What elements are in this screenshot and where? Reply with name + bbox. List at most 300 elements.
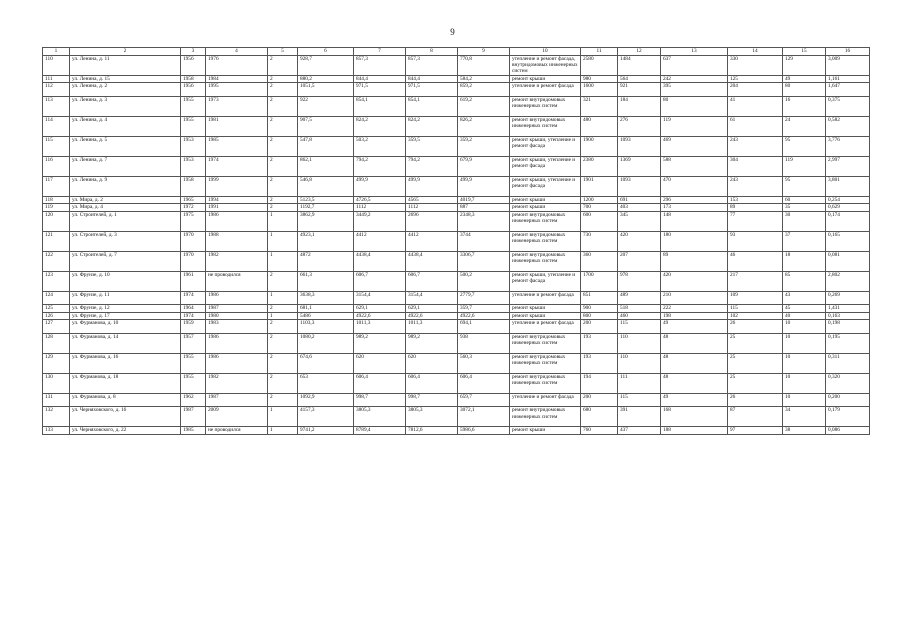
table-cell-col-1: 119	[43, 204, 70, 211]
table-cell-col-6: 880,2	[298, 76, 354, 83]
column-number-cell: 10	[510, 48, 581, 56]
table-cell-col-12: 111	[618, 373, 661, 393]
table-cell-col-14: 102	[728, 312, 783, 319]
table-cell-col-9: 887	[458, 204, 510, 211]
table-cell-col-10: ремонт внутридомовых инженерных систем	[510, 96, 581, 116]
table-cell-col-3: 1957	[181, 333, 206, 353]
table-cell-col-4: 1986	[206, 333, 268, 353]
table-cell-col-15: 37	[783, 231, 826, 251]
table-cell-col-5: 2	[268, 353, 298, 373]
column-number-row	[43, 48, 870, 56]
column-number-cell: 2	[70, 48, 181, 56]
table-cell-col-16: 1,161	[826, 76, 870, 83]
table-cell-col-8: 844,4	[406, 76, 458, 83]
table-cell-col-9: 3306,7	[458, 251, 510, 271]
table-cell-col-6: 907,5	[298, 116, 354, 136]
table-cell-col-3: 1958	[181, 76, 206, 83]
table-cell-col-9: 694,1	[458, 320, 510, 334]
table-cell-col-16: 0,174	[826, 211, 870, 231]
table-cell-col-1: 122	[43, 251, 70, 271]
table-cell-col-1: 132	[43, 407, 70, 427]
table-cell-col-1: 124	[43, 291, 70, 305]
table-cell-col-13: 49	[661, 393, 728, 407]
table-cell-col-11: 760	[581, 427, 618, 434]
table-cell-col-12: 115	[618, 320, 661, 334]
table-cell-col-13: 210	[661, 291, 728, 305]
table-cell-col-12: 691	[618, 196, 661, 203]
table-cell-col-3: 1956	[181, 83, 206, 97]
table-cell-col-2: ул. Фрунзе, д. 10	[70, 271, 181, 291]
table-cell-col-11: 194	[581, 373, 618, 393]
table-cell-col-3: 1974	[181, 291, 206, 305]
table-cell-col-3: 1962	[181, 393, 206, 407]
table-cell-col-5: 2	[268, 305, 298, 312]
table-cell-col-3: 1953	[181, 156, 206, 176]
table-cell-col-1: 117	[43, 176, 70, 196]
table-cell-col-12: 420	[618, 231, 661, 251]
table-cell-col-3: 1953	[181, 136, 206, 156]
table-cell-col-12: 345	[618, 211, 661, 231]
table-cell-col-3: 1974	[181, 312, 206, 319]
table-cell-col-4: 1987	[206, 393, 268, 407]
table-cell-col-4: 1981	[206, 116, 268, 136]
table-cell-col-4: 1988	[206, 231, 268, 251]
table-cell-col-2: ул. Ленина, д. 11	[70, 56, 181, 76]
table-row	[43, 176, 870, 196]
table-cell-col-12: 1093	[618, 176, 661, 196]
table-cell-col-15: 16	[783, 96, 826, 116]
table-cell-col-5: 1	[268, 251, 298, 271]
table-cell-col-14: 115	[728, 305, 783, 312]
table-cell-col-7: 499,9	[354, 176, 406, 196]
table-cell-col-3: 1956	[181, 56, 206, 76]
table-cell-col-16: 0,582	[826, 116, 870, 136]
table-cell-col-4: 1976	[206, 56, 268, 76]
table-cell-col-7: 4726,5	[354, 196, 406, 203]
table-cell-col-13: 80	[661, 96, 728, 116]
table-cell-col-2: ул. Ленина, д. 4	[70, 116, 181, 136]
table-cell-col-11: 1700	[581, 271, 618, 291]
table-cell-col-11: 2380	[581, 156, 618, 176]
table-cell-col-14: 25	[728, 373, 783, 393]
table-cell-col-1: 121	[43, 231, 70, 251]
table-cell-col-6: 862,1	[298, 156, 354, 176]
table-cell-col-6: 5486	[298, 312, 354, 319]
table-cell-col-13: 180	[661, 231, 728, 251]
table-cell-col-15: 85	[783, 271, 826, 291]
table-cell-col-14: 87	[728, 407, 783, 427]
table-cell-col-7: 8789,4	[354, 427, 406, 434]
table-cell-col-11: 700	[581, 204, 618, 211]
table-cell-col-6: 1080,2	[298, 333, 354, 353]
table-cell-col-16: 0,320	[826, 373, 870, 393]
table-cell-col-12: 207	[618, 251, 661, 271]
table-cell-col-2: ул. Черняховского, д. 16	[70, 407, 181, 427]
table-cell-col-14: 97	[728, 427, 783, 434]
table-cell-col-5: 1	[268, 211, 298, 231]
table-cell-col-8: 606,7	[406, 271, 458, 291]
table-cell-col-5: 2	[268, 393, 298, 407]
column-number-cell: 9	[458, 48, 510, 56]
table-cell-col-2: ул. Ленина, д. 9	[70, 176, 181, 196]
table-cell-col-10: ремонт крыши	[510, 196, 581, 203]
table-cell-col-2: ул. Черняховского, д. 22	[70, 427, 181, 434]
table-cell-col-10: утепление и ремонт фасада, внутридомовых инженерных систем	[510, 56, 581, 76]
table-cell-col-9: 500,2	[458, 271, 510, 291]
table-cell-col-15: 24	[783, 116, 826, 136]
table-cell-col-7: 606,4	[354, 373, 406, 393]
table-cell-col-11: 800	[581, 312, 618, 319]
table-cell-col-3: 1958	[181, 176, 206, 196]
table-cell-col-14: 41	[728, 96, 783, 116]
table-cell-col-6: 1092,9	[298, 393, 354, 407]
table-cell-col-9: 619,2	[458, 96, 510, 116]
table-row	[43, 196, 870, 203]
table-cell-col-14: 46	[728, 251, 783, 271]
table-cell-col-9: 3744	[458, 231, 510, 251]
table-cell-col-4: 1980	[206, 312, 268, 319]
column-number-cell: 13	[661, 48, 728, 56]
table-cell-col-3: 1955	[181, 373, 206, 393]
table-cell-col-1: 110	[43, 56, 70, 76]
table-cell-col-13: 395	[661, 83, 728, 97]
column-number-cell: 7	[354, 48, 406, 56]
table-cell-col-10: ремонт крыши	[510, 305, 581, 312]
table-cell-col-13: 470	[661, 176, 728, 196]
table-cell-col-5: 1	[268, 312, 298, 319]
table-cell-col-12: 921	[618, 83, 661, 97]
table-cell-col-3: 1975	[181, 211, 206, 231]
table-cell-col-8: 3154,4	[406, 291, 458, 305]
table-cell-col-2: ул. Мира, д. 2	[70, 196, 181, 203]
table-cell-col-2: ул. Фурманова, д. 14	[70, 333, 181, 353]
table-cell-col-5: 1	[268, 407, 298, 427]
table-cell-col-15: 38	[783, 427, 826, 434]
table-cell-col-10: ремонт внутридомовых инженерных систем	[510, 211, 581, 231]
table-cell-col-9: 826,2	[458, 116, 510, 136]
table-cell-col-5: 2	[268, 271, 298, 291]
table-cell-col-13: 48	[661, 373, 728, 393]
table-cell-col-11: 600	[581, 211, 618, 231]
table-cell-col-13: 296	[661, 196, 728, 203]
table-cell-col-4: 1982	[206, 373, 268, 393]
table-cell-col-15: 43	[783, 291, 826, 305]
table-cell-col-3: 1970	[181, 251, 206, 271]
table-cell-col-8: 857,3	[406, 56, 458, 76]
table-row	[43, 211, 870, 231]
table-row	[43, 231, 870, 251]
table-cell-col-13: 89	[661, 251, 728, 271]
table-cell-col-4: 1984	[206, 76, 268, 83]
table-cell-col-11: 680	[581, 407, 618, 427]
table-cell-col-14: 153	[728, 196, 783, 203]
table-cell-col-15: 10	[783, 373, 826, 393]
table-cell-col-9: 560,3	[458, 353, 510, 373]
column-number-cell: 15	[783, 48, 826, 56]
table-cell-col-2: ул. Ленина, д. 7	[70, 156, 181, 176]
table-cell-col-16: 3,009	[826, 56, 870, 76]
table-row	[43, 427, 870, 434]
table-cell-col-1: 114	[43, 116, 70, 136]
table-cell-col-15: 95	[783, 136, 826, 156]
table-cell-col-11: 1901	[581, 176, 618, 196]
table-cell-col-5: 2	[268, 176, 298, 196]
table-cell-col-8: 4438,4	[406, 251, 458, 271]
table-cell-col-1: 131	[43, 393, 70, 407]
table-cell-col-8: 989,2	[406, 333, 458, 353]
table-cell-col-7: 3449,2	[354, 211, 406, 231]
table-cell-col-16: 0,081	[826, 251, 870, 271]
table-cell-col-10: ремонт крыши	[510, 204, 581, 211]
table-cell-col-12: 489	[618, 291, 661, 305]
table-cell-col-2: ул. Фурманова, д. 8	[70, 393, 181, 407]
table-cell-col-1: 130	[43, 373, 70, 393]
table-cell-col-1: 120	[43, 211, 70, 231]
table-cell-col-7: 4438,4	[354, 251, 406, 271]
table-cell-col-2: ул. Фурманова, д. 16	[70, 353, 181, 373]
table-cell-col-4: 1999	[206, 176, 268, 196]
table-cell-col-4: 1991	[206, 204, 268, 211]
table-cell-col-13: 48	[661, 353, 728, 373]
table-cell-col-16: 0,629	[826, 204, 870, 211]
table-cell-col-14: 243	[728, 176, 783, 196]
table-cell-col-16: 0,254	[826, 196, 870, 203]
table-cell-col-8: 3805,3	[406, 407, 458, 427]
table-cell-col-15: 40	[783, 312, 826, 319]
table-cell-col-10: ремонт крыши	[510, 312, 581, 319]
table-cell-col-6: 9741,2	[298, 427, 354, 434]
table-cell-col-2: ул. Ленина, д. 2	[70, 83, 181, 97]
table-cell-col-8: 4922,6	[406, 312, 458, 319]
table-cell-col-9: 499,9	[458, 176, 510, 196]
table-cell-col-12: 403	[618, 204, 661, 211]
column-number-cell: 3	[181, 48, 206, 56]
table-cell-col-7: 989,2	[354, 333, 406, 353]
table-cell-col-6: 653	[298, 373, 354, 393]
table-cell-col-3: 1987	[181, 407, 206, 427]
table-cell-col-6: 3638,3	[298, 291, 354, 305]
table-cell-col-8: 2696	[406, 211, 458, 231]
table-row	[43, 291, 870, 305]
table-row	[43, 407, 870, 427]
table-cell-col-8: 629,1	[406, 305, 458, 312]
table-cell-col-12: 184	[618, 96, 661, 116]
table-cell-col-14: 25	[728, 333, 783, 353]
table-cell-col-14: 77	[728, 211, 783, 231]
table-cell-col-1: 125	[43, 305, 70, 312]
table-row	[43, 305, 870, 312]
table-cell-col-15: 10	[783, 333, 826, 353]
table-cell-col-5: 2	[268, 116, 298, 136]
table-cell-col-14: 217	[728, 271, 783, 291]
table-cell-col-12: 110	[618, 333, 661, 353]
table-cell-col-16: 0,163	[826, 312, 870, 319]
table-cell-col-3: 1985	[181, 427, 206, 434]
table-cell-col-8: 4412	[406, 231, 458, 251]
table-cell-col-10: ремонт внутридомовых инженерных систем	[510, 231, 581, 251]
table-cell-col-5: 2	[268, 196, 298, 203]
table-cell-col-16: 0,165	[826, 231, 870, 251]
table-cell-col-7: 824,2	[354, 116, 406, 136]
table-row	[43, 83, 870, 97]
table-cell-col-6: 661,3	[298, 271, 354, 291]
table-cell-col-15: 45	[783, 305, 826, 312]
table-cell-col-5: 1	[268, 291, 298, 305]
table-cell-col-10: утепление и ремонт фасада	[510, 83, 581, 97]
table-cell-col-10: ремонт внутридомовых инженерных систем	[510, 353, 581, 373]
table-cell-col-6: 1103,3	[298, 320, 354, 334]
table-cell-col-2: ул. Строителей, д. 1	[70, 211, 181, 231]
table-cell-col-10: ремонт крыши	[510, 76, 581, 83]
table-cell-col-12: 110	[618, 353, 661, 373]
column-number-cell: 16	[826, 48, 870, 56]
table-cell-col-16: 0,200	[826, 393, 870, 407]
table-cell-col-1: 133	[43, 427, 70, 434]
table-cell-col-3: 1972	[181, 204, 206, 211]
table-cell-col-3: 1955	[181, 96, 206, 116]
table-cell-col-12: 391	[618, 407, 661, 427]
table-cell-col-10: утепление и ремонт фасада	[510, 291, 581, 305]
table-cell-col-10: ремонт крыши	[510, 427, 581, 434]
table-cell-col-14: 243	[728, 136, 783, 156]
table-cell-col-9: 359,7	[458, 305, 510, 312]
table-cell-col-4: не проводился	[206, 271, 268, 291]
table-row	[43, 116, 870, 136]
table-cell-col-1: 112	[43, 83, 70, 97]
table-cell-col-9: 938	[458, 333, 510, 353]
table-cell-col-8: 499,9	[406, 176, 458, 196]
table-cell-col-7: 629,1	[354, 305, 406, 312]
table-cell-col-10: утепление и ремонт фасада	[510, 320, 581, 334]
table-cell-col-15: 80	[783, 83, 826, 97]
table-cell-col-6: 4923,1	[298, 231, 354, 251]
table-cell-col-2: ул. Мира, д. 4	[70, 204, 181, 211]
table-cell-col-1: 129	[43, 353, 70, 373]
table-cell-col-4: 1986	[206, 211, 268, 231]
table-cell-col-1: 115	[43, 136, 70, 156]
table-cell-col-4: 1986	[206, 353, 268, 373]
table-cell-col-10: ремонт внутридомовых инженерных систем	[510, 116, 581, 136]
table-cell-col-4: 1974	[206, 156, 268, 176]
table-cell-col-10: ремонт крыши, утепление и ремонт фасада	[510, 271, 581, 291]
column-number-cell: 4	[206, 48, 268, 56]
column-number-cell: 14	[728, 48, 783, 56]
table-cell-col-9: 359,2	[458, 136, 510, 156]
housing-register-table	[42, 47, 870, 435]
table-cell-col-12: 437	[618, 427, 661, 434]
table-cell-col-3: 1959	[181, 320, 206, 334]
table-cell-col-6: 3862,9	[298, 211, 354, 231]
table-row	[43, 56, 870, 76]
table-cell-col-8: 998,7	[406, 393, 458, 407]
table-cell-col-3: 1965	[181, 196, 206, 203]
table-row	[43, 353, 870, 373]
table-cell-col-8: 4565	[406, 196, 458, 203]
table-cell-col-8: 794,2	[406, 156, 458, 176]
table-cell-col-4: 1987	[206, 305, 268, 312]
table-cell-col-9: 606,4	[458, 373, 510, 393]
table-cell-col-10: ремонт крыши, утепление и ремонт фасада	[510, 176, 581, 196]
table-cell-col-9: 770,8	[458, 56, 510, 76]
table-cell-col-6: 928,7	[298, 56, 354, 76]
table-cell-col-5: 2	[268, 96, 298, 116]
table-row	[43, 333, 870, 353]
table-cell-col-6: 4157,3	[298, 407, 354, 427]
table-cell-col-4: не проводился	[206, 427, 268, 434]
table-cell-col-1: 127	[43, 320, 70, 334]
table-cell-col-15: 30	[783, 211, 826, 231]
table-cell-col-15: 18	[783, 251, 826, 271]
table-cell-col-15: 10	[783, 393, 826, 407]
table-cell-col-9: 2779,7	[458, 291, 510, 305]
table-cell-col-1: 113	[43, 96, 70, 116]
table-cell-col-13: 222	[661, 305, 728, 312]
table-cell-col-7: 1112	[354, 204, 406, 211]
table-cell-col-14: 26	[728, 320, 783, 334]
table-cell-col-16: 0,269	[826, 291, 870, 305]
table-cell-col-1: 123	[43, 271, 70, 291]
table-cell-col-6: 546,8	[298, 176, 354, 196]
table-cell-col-8: 7812,6	[406, 427, 458, 434]
table-cell-col-3: 1955	[181, 353, 206, 373]
table-cell-col-5: 2	[268, 204, 298, 211]
table-row	[43, 136, 870, 156]
table-cell-col-10: ремонт крыши, утепление и ремонт фасада	[510, 156, 581, 176]
table-cell-col-7: 857,3	[354, 56, 406, 76]
table-cell-col-5: 2	[268, 136, 298, 156]
table-cell-col-15: 119	[783, 156, 826, 176]
table-cell-col-5: 2	[268, 156, 298, 176]
table-cell-col-6: 681,1	[298, 305, 354, 312]
table-cell-col-12: 460	[618, 312, 661, 319]
table-cell-col-14: 93	[728, 231, 783, 251]
table-cell-col-14: 61	[728, 116, 783, 136]
table-cell-col-7: 606,7	[354, 271, 406, 291]
table-cell-col-4: 1995	[206, 83, 268, 97]
table-cell-col-15: 34	[783, 407, 826, 427]
table-cell-col-6: 5123,5	[298, 196, 354, 203]
table-cell-col-12: 1369	[618, 156, 661, 176]
table-cell-col-11: 2580	[581, 56, 618, 76]
table-cell-col-2: ул. Фрунзе, д. 12	[70, 305, 181, 312]
table-cell-col-3: 1964	[181, 305, 206, 312]
table-row	[43, 393, 870, 407]
table-cell-col-8: 606,4	[406, 373, 458, 393]
table-cell-col-11: 200	[581, 393, 618, 407]
table-cell-col-15: 49	[783, 76, 826, 83]
table-row	[43, 156, 870, 176]
table-cell-col-16: 0,198	[826, 320, 870, 334]
table-cell-col-9: 4019,7	[458, 196, 510, 203]
table-cell-col-9: 4922,6	[458, 312, 510, 319]
table-cell-col-2: ул. Ленина, д. 15	[70, 76, 181, 83]
table-cell-col-12: 564	[618, 76, 661, 83]
table-row	[43, 373, 870, 393]
table-cell-col-13: 469	[661, 136, 728, 156]
table-row	[43, 76, 870, 83]
table-row	[43, 271, 870, 291]
table-cell-col-8: 1112	[406, 204, 458, 211]
table-cell-col-2: ул. Фрунзе, д. 11	[70, 291, 181, 305]
table-cell-col-2: ул. Строителей, д. 3	[70, 231, 181, 251]
table-cell-col-4: 1994	[206, 196, 268, 203]
table-cell-col-13: 188	[661, 427, 728, 434]
table-cell-col-10: утепление и ремонт фасада	[510, 393, 581, 407]
table-cell-col-5: 2	[268, 76, 298, 83]
table-cell-col-16: 0,086	[826, 427, 870, 434]
table-cell-col-13: 148	[661, 211, 728, 231]
table-cell-col-13: 242	[661, 76, 728, 83]
